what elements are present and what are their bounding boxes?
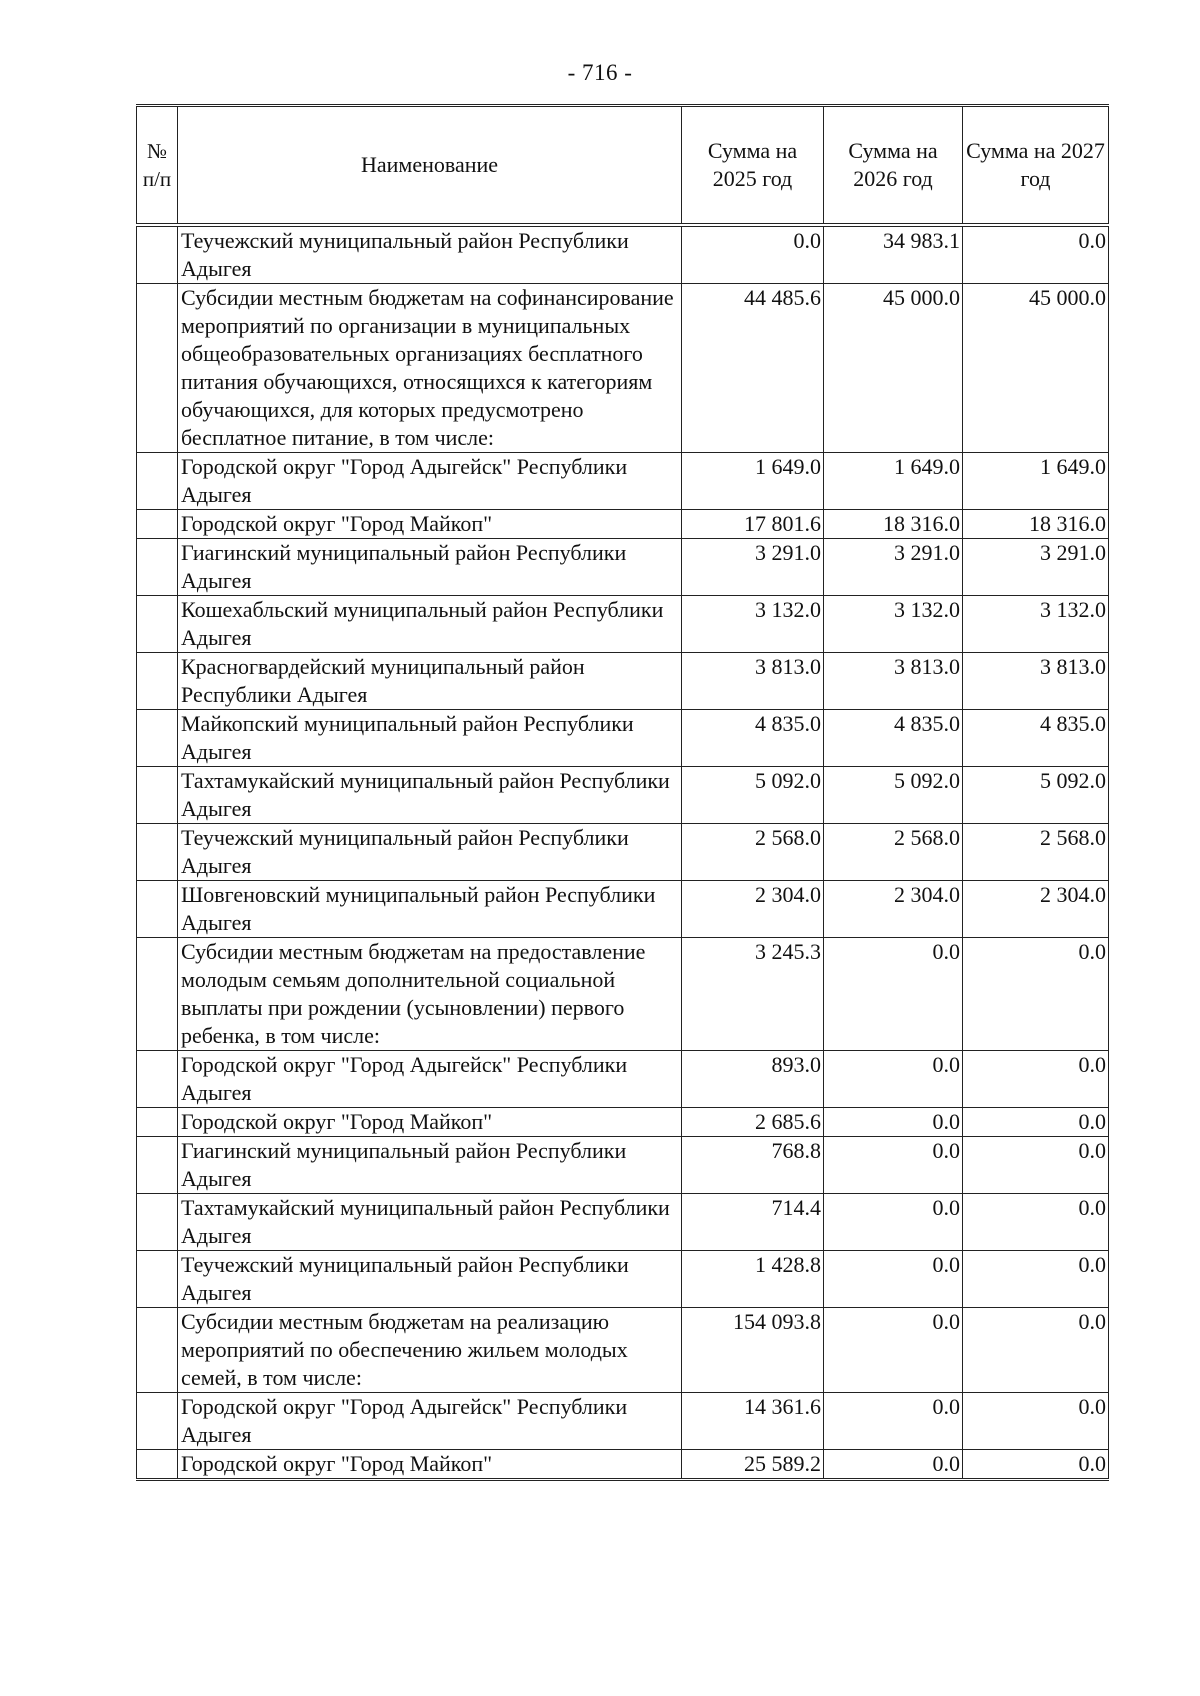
row-name-cell: Кошехабльский муниципальный район Республики Адыгея — [178, 596, 682, 653]
table-row — [137, 1108, 1109, 1137]
row-number-cell — [137, 1450, 178, 1480]
row-number-cell — [137, 225, 178, 284]
table-row — [137, 1137, 1109, 1194]
row-name-cell: Субсидии местным бюджетам на предоставление молодым семьям дополнительной социальной выплаты при рождении (усыновлении) первого ребенка, в том числе: — [178, 938, 682, 1051]
table-row — [137, 1393, 1109, 1450]
row-name-cell: Теучежский муниципальный район Республики Адыгея — [178, 225, 682, 284]
amount-2025-cell: 768.8 — [682, 1137, 824, 1194]
row-name-cell: Субсидии местным бюджетам на реализацию мероприятий по обеспечению жильем молодых семей, в том числе: — [178, 1308, 682, 1393]
table-row — [137, 1450, 1109, 1480]
amount-2026-cell: 18 316.0 — [824, 510, 963, 539]
amount-2025-cell: 44 485.6 — [682, 284, 824, 453]
amount-2027-cell: 0.0 — [963, 1108, 1109, 1137]
amount-2027-cell: 0.0 — [963, 938, 1109, 1051]
table-row — [137, 1051, 1109, 1108]
table-row — [137, 824, 1109, 881]
row-name-cell: Тахтамукайский муниципальный район Республики Адыгея — [178, 767, 682, 824]
row-name-cell: Субсидии местным бюджетам на софинансирование мероприятий по организации в муниципальных общеобразовательных организациях бесплатного питания обучающихся, относящихся к категориям обучающихся, для которых предусмотрено бесплатное питание, в том числе: — [178, 284, 682, 453]
row-name-cell: Майкопский муниципальный район Республики Адыгея — [178, 710, 682, 767]
table-row — [137, 767, 1109, 824]
amount-2025-cell: 3 245.3 — [682, 938, 824, 1051]
row-number-cell — [137, 1393, 178, 1450]
amount-2026-cell: 45 000.0 — [824, 284, 963, 453]
budget-table — [136, 104, 1109, 1481]
amount-2027-cell: 0.0 — [963, 225, 1109, 284]
row-name-cell: Красногвардейский муниципальный район Республики Адыгея — [178, 653, 682, 710]
amount-2027-cell: 3 132.0 — [963, 596, 1109, 653]
column-header-2027: Сумма на 2027 год — [963, 106, 1109, 226]
amount-2027-cell: 0.0 — [963, 1251, 1109, 1308]
amount-2027-cell: 3 291.0 — [963, 539, 1109, 596]
amount-2026-cell: 4 835.0 — [824, 710, 963, 767]
table-row — [137, 1251, 1109, 1308]
amount-2025-cell: 0.0 — [682, 225, 824, 284]
row-number-cell — [137, 1308, 178, 1393]
amount-2025-cell: 3 813.0 — [682, 653, 824, 710]
amount-2025-cell: 1 649.0 — [682, 453, 824, 510]
amount-2025-cell: 2 685.6 — [682, 1108, 824, 1137]
amount-2025-cell: 14 361.6 — [682, 1393, 824, 1450]
amount-2027-cell: 4 835.0 — [963, 710, 1109, 767]
column-header-2025: Сумма на 2025 год — [682, 106, 824, 226]
table-row — [137, 596, 1109, 653]
column-header-number: № п/п — [137, 106, 178, 226]
row-number-cell — [137, 1137, 178, 1194]
amount-2026-cell: 0.0 — [824, 938, 963, 1051]
amount-2027-cell: 45 000.0 — [963, 284, 1109, 453]
table-row — [137, 710, 1109, 767]
table-header-row — [137, 106, 1109, 226]
row-number-cell — [137, 1251, 178, 1308]
amount-2026-cell: 0.0 — [824, 1251, 963, 1308]
amount-2025-cell: 2 304.0 — [682, 881, 824, 938]
row-name-cell: Городской округ "Город Адыгейск" Республики Адыгея — [178, 1051, 682, 1108]
amount-2026-cell: 3 291.0 — [824, 539, 963, 596]
amount-2025-cell: 2 568.0 — [682, 824, 824, 881]
amount-2027-cell: 0.0 — [963, 1450, 1109, 1480]
amount-2025-cell: 154 093.8 — [682, 1308, 824, 1393]
amount-2027-cell: 2 304.0 — [963, 881, 1109, 938]
row-number-cell — [137, 881, 178, 938]
amount-2025-cell: 17 801.6 — [682, 510, 824, 539]
row-name-cell: Городской округ "Город Майкоп" — [178, 1450, 682, 1480]
amount-2025-cell: 5 092.0 — [682, 767, 824, 824]
amount-2026-cell: 2 304.0 — [824, 881, 963, 938]
row-name-cell: Городской округ "Город Майкоп" — [178, 510, 682, 539]
row-name-cell: Городской округ "Город Майкоп" — [178, 1108, 682, 1137]
row-name-cell: Теучежский муниципальный район Республики Адыгея — [178, 1251, 682, 1308]
amount-2026-cell: 1 649.0 — [824, 453, 963, 510]
amount-2027-cell: 0.0 — [963, 1137, 1109, 1194]
row-name-cell: Городской округ "Город Адыгейск" Республики Адыгея — [178, 453, 682, 510]
table-row — [137, 653, 1109, 710]
column-header-name: Наименование — [178, 106, 682, 226]
amount-2026-cell: 2 568.0 — [824, 824, 963, 881]
table-row — [137, 881, 1109, 938]
table-row — [137, 510, 1109, 539]
table-body — [137, 225, 1109, 1480]
amount-2027-cell: 0.0 — [963, 1308, 1109, 1393]
amount-2026-cell: 0.0 — [824, 1450, 963, 1480]
amount-2025-cell: 4 835.0 — [682, 710, 824, 767]
amount-2027-cell: 18 316.0 — [963, 510, 1109, 539]
column-header-2026: Сумма на 2026 год — [824, 106, 963, 226]
amount-2026-cell: 0.0 — [824, 1308, 963, 1393]
amount-2027-cell: 0.0 — [963, 1393, 1109, 1450]
amount-2026-cell: 0.0 — [824, 1051, 963, 1108]
page-number: - 716 - — [567, 60, 633, 85]
amount-2027-cell: 5 092.0 — [963, 767, 1109, 824]
row-number-cell — [137, 767, 178, 824]
amount-2025-cell: 1 428.8 — [682, 1251, 824, 1308]
row-number-cell — [137, 653, 178, 710]
table-row — [137, 1194, 1109, 1251]
table-row — [137, 1308, 1109, 1393]
amount-2025-cell: 3 132.0 — [682, 596, 824, 653]
row-number-cell — [137, 938, 178, 1051]
amount-2026-cell: 3 813.0 — [824, 653, 963, 710]
row-name-cell: Шовгеновский муниципальный район Республики Адыгея — [178, 881, 682, 938]
amount-2027-cell: 2 568.0 — [963, 824, 1109, 881]
row-name-cell: Гиагинский муниципальный район Республики Адыгея — [178, 539, 682, 596]
amount-2025-cell: 893.0 — [682, 1051, 824, 1108]
amount-2026-cell: 3 132.0 — [824, 596, 963, 653]
row-number-cell — [137, 1194, 178, 1251]
amount-2026-cell: 0.0 — [824, 1194, 963, 1251]
row-number-cell — [137, 453, 178, 510]
table-row — [137, 453, 1109, 510]
row-name-cell: Гиагинский муниципальный район Республики Адыгея — [178, 1137, 682, 1194]
amount-2025-cell: 3 291.0 — [682, 539, 824, 596]
table-row — [137, 284, 1109, 453]
row-number-cell — [137, 284, 178, 453]
amount-2027-cell: 0.0 — [963, 1051, 1109, 1108]
row-name-cell: Городской округ "Город Адыгейск" Республики Адыгея — [178, 1393, 682, 1450]
row-name-cell: Теучежский муниципальный район Республики Адыгея — [178, 824, 682, 881]
amount-2027-cell: 1 649.0 — [963, 453, 1109, 510]
table-row — [137, 938, 1109, 1051]
row-number-cell — [137, 510, 178, 539]
table-row — [137, 539, 1109, 596]
row-number-cell — [137, 710, 178, 767]
row-name-cell: Тахтамукайский муниципальный район Республики Адыгея — [178, 1194, 682, 1251]
amount-2025-cell: 25 589.2 — [682, 1450, 824, 1480]
amount-2027-cell: 0.0 — [963, 1194, 1109, 1251]
row-number-cell — [137, 539, 178, 596]
row-number-cell — [137, 824, 178, 881]
row-number-cell — [137, 596, 178, 653]
amount-2026-cell: 0.0 — [824, 1393, 963, 1450]
row-number-cell — [137, 1051, 178, 1108]
amount-2025-cell: 714.4 — [682, 1194, 824, 1251]
row-number-cell — [137, 1108, 178, 1137]
amount-2027-cell: 3 813.0 — [963, 653, 1109, 710]
amount-2026-cell: 0.0 — [824, 1108, 963, 1137]
amount-2026-cell: 5 092.0 — [824, 767, 963, 824]
amount-2026-cell: 34 983.1 — [824, 225, 963, 284]
table-row — [137, 225, 1109, 284]
amount-2026-cell: 0.0 — [824, 1137, 963, 1194]
